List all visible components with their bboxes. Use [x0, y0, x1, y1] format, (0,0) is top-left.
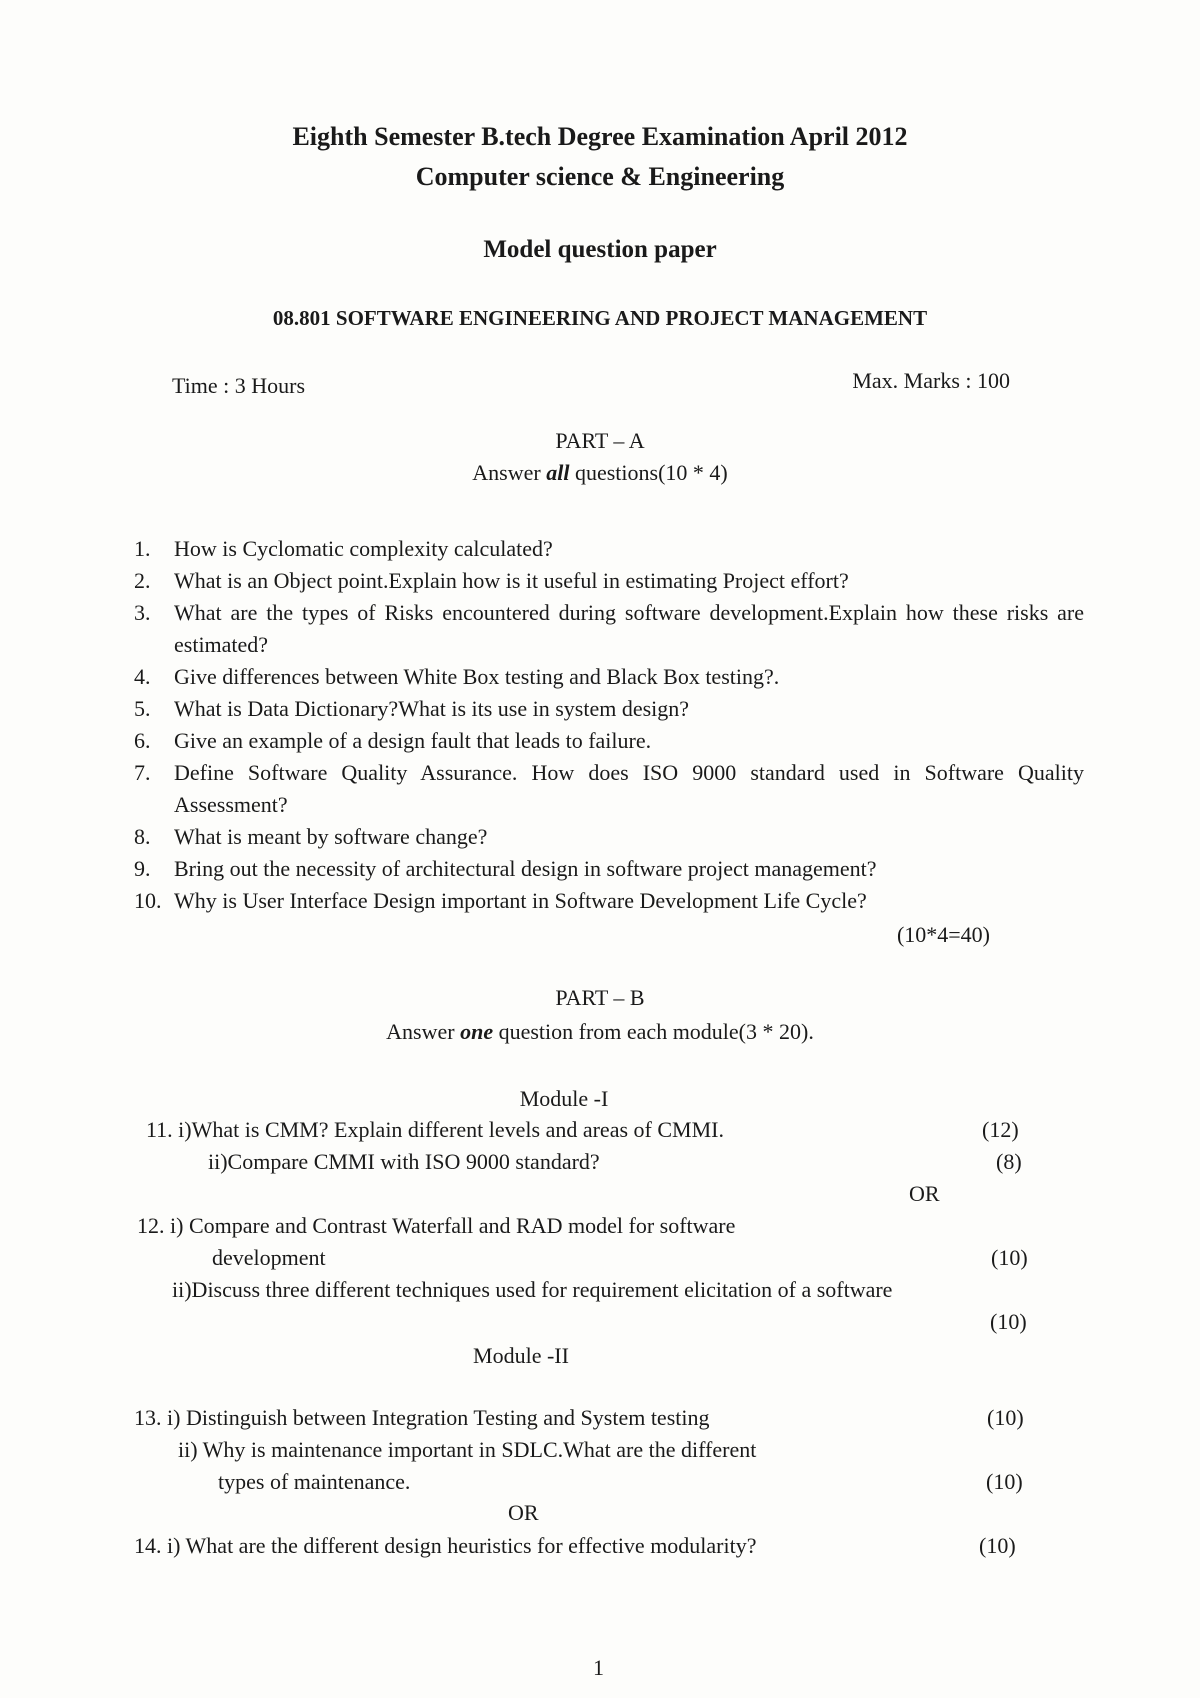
question-11-part-i: 11. i)What is CMM? Explain different levels and areas of CMMI. — [146, 1117, 724, 1142]
question-item — [134, 693, 1084, 725]
part-b-title: PART – B — [555, 985, 645, 1010]
question-text: What is meant by software change? — [174, 824, 488, 849]
question-number: 3. — [134, 600, 151, 625]
question-item — [134, 725, 1084, 757]
marks-label: (10) — [979, 1533, 1016, 1558]
question-item — [134, 821, 1084, 853]
question-item — [134, 597, 1084, 661]
question-text: What are the types of Risks encountered during software development.Explain how these risks are estimated? — [174, 600, 1084, 657]
marks-label: (8) — [996, 1149, 1022, 1174]
instruction-emphasis: all — [546, 460, 570, 485]
marks-label: (10) — [987, 1405, 1024, 1430]
question-item — [134, 885, 1084, 917]
instruction-text: Answer — [472, 460, 547, 485]
part-a-total-marks: (10*4=40) — [896, 922, 990, 947]
part-b-instruction — [0, 1019, 1200, 1045]
or-separator: OR — [909, 1181, 940, 1206]
page-number: 1 — [593, 1655, 604, 1680]
marks-label: (10) — [986, 1469, 1023, 1494]
marks-label: (10) — [991, 1245, 1028, 1270]
question-13-part-i: 13. i) Distinguish between Integration Testing and System testing — [134, 1405, 710, 1430]
question-item — [134, 757, 1084, 821]
marks-label: (10) — [990, 1309, 1027, 1334]
question-number: 5. — [134, 696, 151, 721]
question-item — [134, 565, 1084, 597]
question-11-part-ii: ii)Compare CMMI with ISO 9000 standard? — [208, 1149, 600, 1174]
question-item — [134, 533, 1084, 565]
question-text: Give an example of a design fault that leads to failure. — [174, 728, 652, 753]
question-13-part-ii-cont: types of maintenance. — [218, 1469, 411, 1494]
marks-label: (12) — [982, 1117, 1019, 1142]
question-13-part-ii: ii) Why is maintenance important in SDLC.What are the different — [178, 1437, 757, 1462]
max-marks: Max. Marks : 100 — [852, 368, 1010, 393]
question-text: Bring out the necessity of architectural design in software project management? — [174, 856, 877, 881]
module-2-title: Module -II — [473, 1343, 569, 1368]
part-a-title: PART – A — [555, 428, 645, 453]
question-text: What is Data Dictionary?What is its use in system design? — [174, 696, 690, 721]
question-item — [134, 853, 1084, 885]
instruction-text: questions(10 * 4) — [569, 460, 728, 485]
or-separator: OR — [508, 1500, 539, 1525]
paper-type: Model question paper — [483, 236, 717, 263]
question-number: 10. — [134, 888, 162, 913]
exam-title: Eighth Semester B.tech Degree Examination April 2012 — [292, 122, 908, 151]
question-number: 4. — [134, 664, 151, 689]
question-14-part-i: 14. i) What are the different design heuristics for effective modularity? — [134, 1533, 757, 1558]
module-1-title: Module -I — [519, 1086, 609, 1111]
branch-title: Computer science & Engineering — [415, 162, 785, 191]
question-text: Give differences between White Box testing and Black Box testing?. — [174, 664, 780, 689]
question-number: 8. — [134, 824, 151, 849]
part-a-question-list — [134, 533, 1084, 917]
instruction-emphasis: one — [460, 1019, 494, 1044]
time-allowed: Time : 3 Hours — [172, 373, 306, 398]
instruction-text: Answer — [386, 1019, 461, 1044]
question-12-part-i: 12. i) Compare and Contrast Waterfall and RAD model for software — [137, 1213, 736, 1238]
question-12-part-ii: ii)Discuss three different techniques used for requirement elicitation of a software — [172, 1277, 893, 1302]
question-text: Define Software Quality Assurance. How does ISO 9000 standard used in Software Quality Assessment? — [174, 760, 1084, 817]
instruction-text: question from each module(3 * 20). — [493, 1019, 814, 1044]
question-text: Why is User Interface Design important in Software Development Life Cycle? — [174, 888, 867, 913]
question-number: 6. — [134, 728, 151, 753]
question-number: 2. — [134, 568, 151, 593]
question-text: How is Cyclomatic complexity calculated? — [174, 536, 553, 561]
subject-title: 08.801 SOFTWARE ENGINEERING AND PROJECT MANAGEMENT — [272, 306, 928, 330]
question-number: 9. — [134, 856, 151, 881]
question-number: 7. — [134, 760, 151, 785]
question-number: 1. — [134, 536, 151, 561]
part-a-instruction — [0, 460, 1200, 486]
question-12-part-i-cont: development — [212, 1245, 326, 1270]
question-item — [134, 661, 1084, 693]
question-text: What is an Object point.Explain how is it useful in estimating Project effort? — [174, 568, 849, 593]
